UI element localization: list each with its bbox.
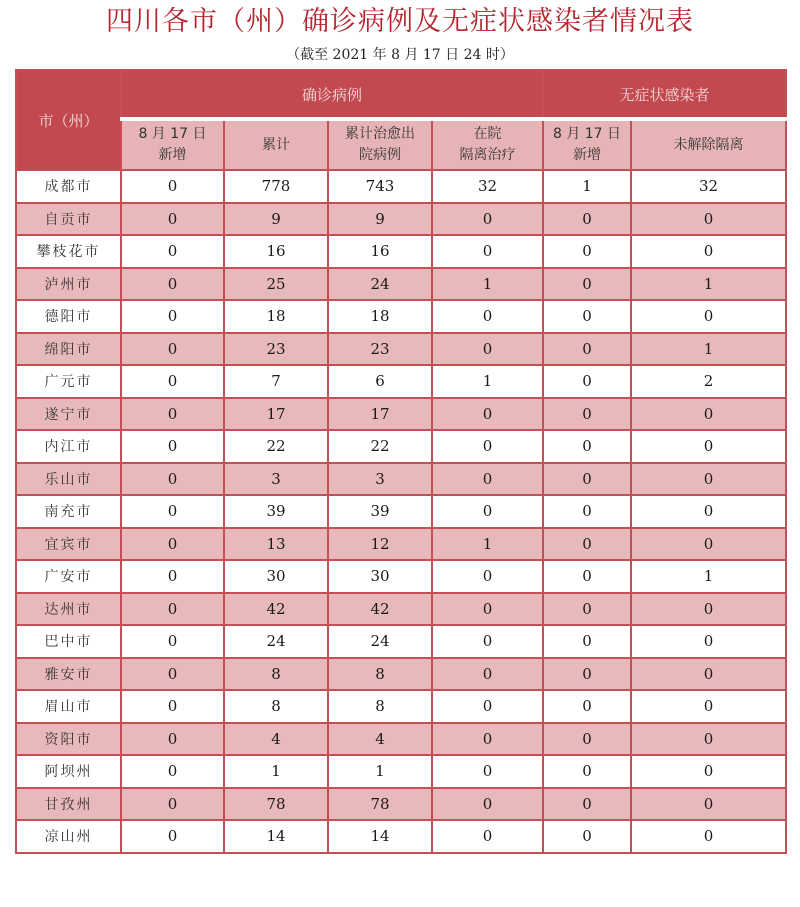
city-name-cell: 凉山州 [16,820,121,853]
value-cell-a-new: 0 [543,398,631,431]
value-cell-a-new: 1 [543,170,631,203]
value-cell-a-isol: 0 [631,528,786,561]
col-confirmed-new: 8 月 17 日 新增 [121,119,224,170]
value-cell-a-new: 0 [543,820,631,853]
city-name-cell: 自贡市 [16,203,121,236]
value-cell-c-hosp: 0 [432,788,543,821]
city-name-cell: 宜宾市 [16,528,121,561]
city-name-cell: 眉山市 [16,690,121,723]
value-cell-a-new: 0 [543,593,631,626]
table-row [16,723,786,756]
value-cell-a-new: 0 [543,333,631,366]
table-row [16,268,786,301]
value-cell-c-new: 0 [121,690,224,723]
value-cell-c-new: 0 [121,203,224,236]
table-row [16,560,786,593]
value-cell-c-hosp: 0 [432,333,543,366]
value-cell-c-cured: 78 [328,788,432,821]
value-cell-c-new: 0 [121,755,224,788]
value-cell-c-cured: 1 [328,755,432,788]
value-cell-c-new: 0 [121,365,224,398]
page-title: 四川各市（州）确诊病例及无症状感染者情况表 [106,6,694,37]
value-cell-c-cured: 39 [328,495,432,528]
value-cell-a-isol: 1 [631,560,786,593]
city-name-cell: 绵阳市 [16,333,121,366]
city-name-cell: 广元市 [16,365,121,398]
value-cell-a-isol: 0 [631,398,786,431]
value-cell-c-new: 0 [121,723,224,756]
value-cell-c-hosp: 0 [432,463,543,496]
city-name-cell: 泸州市 [16,268,121,301]
value-cell-c-new: 0 [121,560,224,593]
value-cell-c-cured: 42 [328,593,432,626]
value-cell-c-cured: 18 [328,300,432,333]
value-cell-c-hosp: 0 [432,203,543,236]
value-cell-c-total: 778 [224,170,328,203]
table-row [16,495,786,528]
value-cell-c-total: 3 [224,463,328,496]
value-cell-a-new: 0 [543,495,631,528]
value-cell-a-isol: 0 [631,788,786,821]
value-cell-c-new: 0 [121,300,224,333]
value-cell-a-new: 0 [543,690,631,723]
city-name-cell: 甘孜州 [16,788,121,821]
value-cell-c-new: 0 [121,430,224,463]
value-cell-a-new: 0 [543,755,631,788]
value-cell-c-hosp: 1 [432,365,543,398]
value-cell-a-new: 0 [543,723,631,756]
value-cell-a-isol: 0 [631,593,786,626]
table-row [16,658,786,691]
value-cell-a-isol: 1 [631,268,786,301]
col-under-isolation: 未解除隔离 [631,119,786,170]
value-cell-c-hosp: 0 [432,690,543,723]
table-row [16,365,786,398]
value-cell-a-new: 0 [543,203,631,236]
value-cell-c-cured: 12 [328,528,432,561]
value-cell-c-hosp: 1 [432,528,543,561]
value-cell-c-total: 24 [224,625,328,658]
value-cell-c-cured: 16 [328,235,432,268]
value-cell-c-total: 13 [224,528,328,561]
city-name-cell: 巴中市 [16,625,121,658]
value-cell-c-hosp: 0 [432,495,543,528]
col-asymptomatic-new: 8 月 17 日 新增 [543,119,631,170]
value-cell-c-cured: 14 [328,820,432,853]
value-cell-a-new: 0 [543,268,631,301]
city-name-cell: 阿坝州 [16,755,121,788]
value-cell-c-total: 42 [224,593,328,626]
value-cell-c-hosp: 0 [432,300,543,333]
value-cell-c-cured: 8 [328,690,432,723]
table-row [16,690,786,723]
value-cell-a-isol: 1 [631,333,786,366]
value-cell-c-new: 0 [121,268,224,301]
value-cell-c-cured: 743 [328,170,432,203]
table-row [16,528,786,561]
value-cell-c-new: 0 [121,528,224,561]
value-cell-c-total: 22 [224,430,328,463]
city-name-cell: 资阳市 [16,723,121,756]
value-cell-c-new: 0 [121,788,224,821]
table-row [16,788,786,821]
city-name-cell: 遂宁市 [16,398,121,431]
value-cell-c-new: 0 [121,333,224,366]
value-cell-c-total: 7 [224,365,328,398]
value-cell-c-total: 25 [224,268,328,301]
value-cell-c-new: 0 [121,658,224,691]
value-cell-a-new: 0 [543,235,631,268]
value-cell-c-cured: 30 [328,560,432,593]
value-cell-a-isol: 0 [631,723,786,756]
value-cell-c-hosp: 0 [432,658,543,691]
case-table [15,69,787,854]
table-row [16,300,786,333]
value-cell-c-total: 9 [224,203,328,236]
value-cell-c-total: 18 [224,300,328,333]
value-cell-a-isol: 0 [631,463,786,496]
value-cell-c-new: 0 [121,820,224,853]
table-row [16,463,786,496]
city-name-cell: 成都市 [16,170,121,203]
city-header: 市（州） [16,70,121,170]
city-name-cell: 达州市 [16,593,121,626]
value-cell-c-hosp: 0 [432,560,543,593]
value-cell-c-total: 8 [224,658,328,691]
col-cured: 累计治愈出 院病例 [328,119,432,170]
city-name-cell: 德阳市 [16,300,121,333]
value-cell-c-new: 0 [121,593,224,626]
value-cell-c-cured: 24 [328,625,432,658]
value-cell-c-hosp: 1 [432,268,543,301]
value-cell-a-new: 0 [543,658,631,691]
table-row [16,203,786,236]
value-cell-a-isol: 0 [631,430,786,463]
value-cell-c-total: 4 [224,723,328,756]
value-cell-c-new: 0 [121,170,224,203]
value-cell-a-isol: 0 [631,658,786,691]
value-cell-c-total: 78 [224,788,328,821]
value-cell-c-cured: 17 [328,398,432,431]
value-cell-a-new: 0 [543,788,631,821]
value-cell-c-hosp: 0 [432,235,543,268]
value-cell-c-cured: 24 [328,268,432,301]
asymptomatic-group-header: 无症状感染者 [543,70,786,119]
value-cell-a-isol: 32 [631,170,786,203]
value-cell-c-cured: 22 [328,430,432,463]
value-cell-c-hosp: 0 [432,593,543,626]
value-cell-a-isol: 0 [631,495,786,528]
value-cell-c-total: 8 [224,690,328,723]
col-confirmed-total: 累计 [224,119,328,170]
table-row [16,820,786,853]
value-cell-c-cured: 8 [328,658,432,691]
value-cell-c-total: 17 [224,398,328,431]
table-row [16,593,786,626]
value-cell-a-new: 0 [543,528,631,561]
value-cell-c-new: 0 [121,495,224,528]
value-cell-a-isol: 2 [631,365,786,398]
value-cell-c-hosp: 0 [432,625,543,658]
value-cell-c-cured: 9 [328,203,432,236]
value-cell-a-isol: 0 [631,203,786,236]
city-name-cell: 内江市 [16,430,121,463]
value-cell-a-isol: 0 [631,300,786,333]
table-row [16,235,786,268]
value-cell-c-total: 39 [224,495,328,528]
city-name-cell: 乐山市 [16,463,121,496]
value-cell-c-cured: 4 [328,723,432,756]
value-cell-c-cured: 23 [328,333,432,366]
table-row [16,398,786,431]
value-cell-c-hosp: 0 [432,820,543,853]
value-cell-a-isol: 0 [631,820,786,853]
value-cell-c-total: 1 [224,755,328,788]
value-cell-c-total: 30 [224,560,328,593]
page-subtitle: （截至 2021 年 8 月 17 日 24 时） [286,47,514,63]
value-cell-a-new: 0 [543,430,631,463]
value-cell-c-hosp: 0 [432,430,543,463]
value-cell-a-isol: 0 [631,625,786,658]
city-name-cell: 雅安市 [16,658,121,691]
col-hospitalized: 在院 隔离治疗 [432,119,543,170]
value-cell-a-new: 0 [543,463,631,496]
table-row [16,430,786,463]
value-cell-c-total: 14 [224,820,328,853]
value-cell-a-new: 0 [543,300,631,333]
value-cell-c-hosp: 0 [432,755,543,788]
value-cell-a-isol: 0 [631,690,786,723]
value-cell-c-new: 0 [121,463,224,496]
value-cell-c-hosp: 32 [432,170,543,203]
city-name-cell: 攀枝花市 [16,235,121,268]
table-row [16,625,786,658]
value-cell-c-new: 0 [121,235,224,268]
value-cell-c-hosp: 0 [432,723,543,756]
value-cell-c-cured: 6 [328,365,432,398]
value-cell-c-new: 0 [121,398,224,431]
value-cell-c-total: 16 [224,235,328,268]
value-cell-a-isol: 0 [631,235,786,268]
value-cell-c-cured: 3 [328,463,432,496]
table-row [16,755,786,788]
value-cell-a-new: 0 [543,625,631,658]
confirmed-group-header: 确诊病例 [121,70,543,119]
city-name-cell: 南充市 [16,495,121,528]
table-row [16,333,786,366]
value-cell-a-isol: 0 [631,755,786,788]
value-cell-a-new: 0 [543,365,631,398]
value-cell-c-total: 23 [224,333,328,366]
table-row [16,170,786,203]
city-name-cell: 广安市 [16,560,121,593]
value-cell-c-new: 0 [121,625,224,658]
value-cell-c-hosp: 0 [432,398,543,431]
value-cell-a-new: 0 [543,560,631,593]
